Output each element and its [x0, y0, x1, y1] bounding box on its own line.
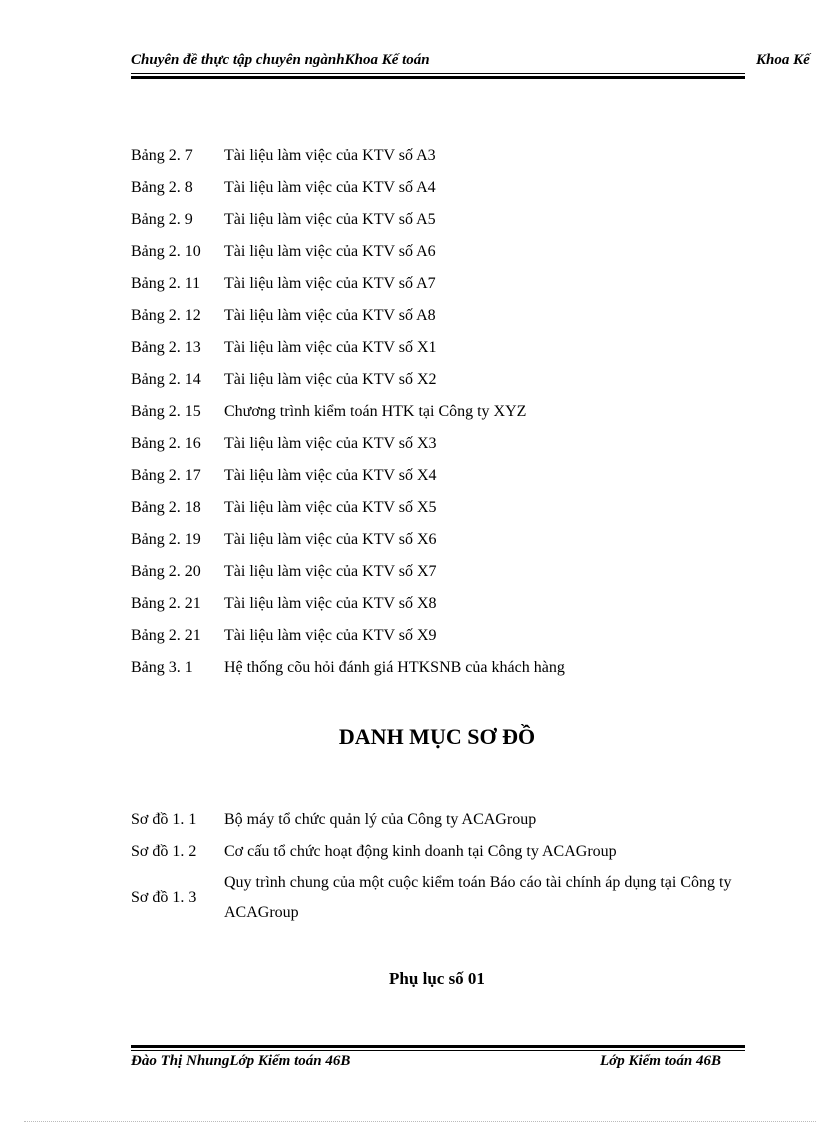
table-title: Tài liệu làm việc của KTV số X5 [224, 499, 437, 516]
list-item [131, 804, 745, 836]
table-label: Bảng 2. 19 [131, 531, 201, 548]
running-header-right: Khoa Kế [756, 52, 810, 68]
list-item [131, 236, 565, 268]
table-title: Tài liệu làm việc của KTV số X6 [224, 531, 437, 548]
table-title: Chương trình kiểm toán HTK tại Công ty XYZ [224, 403, 527, 420]
table-title: Tài liệu làm việc của KTV số A8 [224, 307, 436, 324]
table-label: Bảng 2. 20 [131, 563, 201, 580]
diagrams-heading: DANH MỤC SƠ ĐỒ [338, 724, 536, 749]
table-title: Tài liệu làm việc của KTV số A5 [224, 211, 436, 228]
table-label: Bảng 3. 1 [131, 659, 193, 676]
table-title: Tài liệu làm việc của KTV số A7 [224, 275, 436, 292]
table-list [131, 140, 565, 684]
table-label: Bảng 2. 11 [131, 275, 201, 292]
table-title: Tài liệu làm việc của KTV số X3 [224, 435, 437, 452]
table-label: Bảng 2. 9 [131, 211, 193, 228]
table-label: Bảng 2. 17 [131, 467, 201, 484]
footer-rule-thin [131, 1050, 745, 1051]
diagram-title: Quy trình chung của một cuộc kiểm toán Báo cáo tài chính áp dụng tại Công ty ACAGroup [224, 874, 732, 921]
list-item [131, 460, 565, 492]
table-label: Bảng 2. 18 [131, 499, 201, 516]
footer-rule-thick [131, 1045, 745, 1048]
list-item [131, 620, 565, 652]
list-item [131, 492, 565, 524]
header-rule-thick [131, 76, 745, 79]
appendix-title: Phụ lục số 01 [389, 969, 485, 988]
table-label: Bảng 2. 15 [131, 403, 201, 420]
list-item [131, 172, 565, 204]
diagram-label: Sơ đồ 1. 1 [131, 811, 197, 828]
diagram-label: Sơ đồ 1. 2 [131, 843, 197, 860]
table-title: Tài liệu làm việc của KTV số X1 [224, 339, 437, 356]
running-footer-right: Lớp Kiểm toán 46B [600, 1053, 721, 1069]
table-title: Tài liệu làm việc của KTV số X7 [224, 563, 437, 580]
header-rule-thin [131, 73, 745, 74]
list-item [131, 332, 565, 364]
diagram-label: Sơ đồ 1. 3 [131, 889, 197, 906]
list-item [131, 300, 565, 332]
list-item [131, 396, 565, 428]
table-label: Bảng 2. 13 [131, 339, 201, 356]
table-label: Bảng 2. 8 [131, 179, 193, 196]
table-title: Tài liệu làm việc của KTV số X4 [224, 467, 437, 484]
list-item [131, 652, 565, 684]
list-item [131, 588, 565, 620]
table-label: Bảng 2. 12 [131, 307, 201, 324]
list-item [131, 556, 565, 588]
table-title: Tài liệu làm việc của KTV số X9 [224, 627, 437, 644]
table-title: Tài liệu làm việc của KTV số A3 [224, 147, 436, 164]
table-label: Bảng 2. 21 [131, 595, 201, 612]
diagram-title: Bộ máy tổ chức quản lý của Công ty ACAGroup [224, 811, 537, 828]
table-label: Bảng 2. 16 [131, 435, 201, 452]
list-item [131, 140, 565, 172]
list-item [131, 428, 565, 460]
list-item [131, 836, 745, 868]
table-label: Bảng 2. 10 [131, 243, 201, 260]
table-title: Tài liệu làm việc của KTV số A4 [224, 179, 436, 196]
list-item [131, 868, 745, 928]
table-title: Tài liệu làm việc của KTV số X2 [224, 371, 437, 388]
list-item [131, 524, 565, 556]
table-label: Bảng 2. 14 [131, 371, 201, 388]
diagram-list [131, 804, 745, 928]
list-item [131, 364, 565, 396]
list-item [131, 204, 565, 236]
diagram-title: Cơ cấu tổ chức hoạt động kinh doanh tại Công ty ACAGroup [224, 843, 617, 860]
list-item [131, 268, 565, 300]
running-footer-left: Đào Thị NhungLớp Kiểm toán 46B [131, 1053, 351, 1069]
running-header-left: Chuyên đề thực tập chuyên ngànhKhoa Kế toán [131, 52, 430, 68]
table-title: Hệ thống cõu hỏi đánh giá HTKSNB của khách hàng [224, 659, 565, 676]
table-title: Tài liệu làm việc của KTV số A6 [224, 243, 436, 260]
page-edge [24, 1121, 816, 1122]
table-title: Tài liệu làm việc của KTV số X8 [224, 595, 437, 612]
table-label: Bảng 2. 7 [131, 147, 193, 164]
table-label: Bảng 2. 21 [131, 627, 201, 644]
